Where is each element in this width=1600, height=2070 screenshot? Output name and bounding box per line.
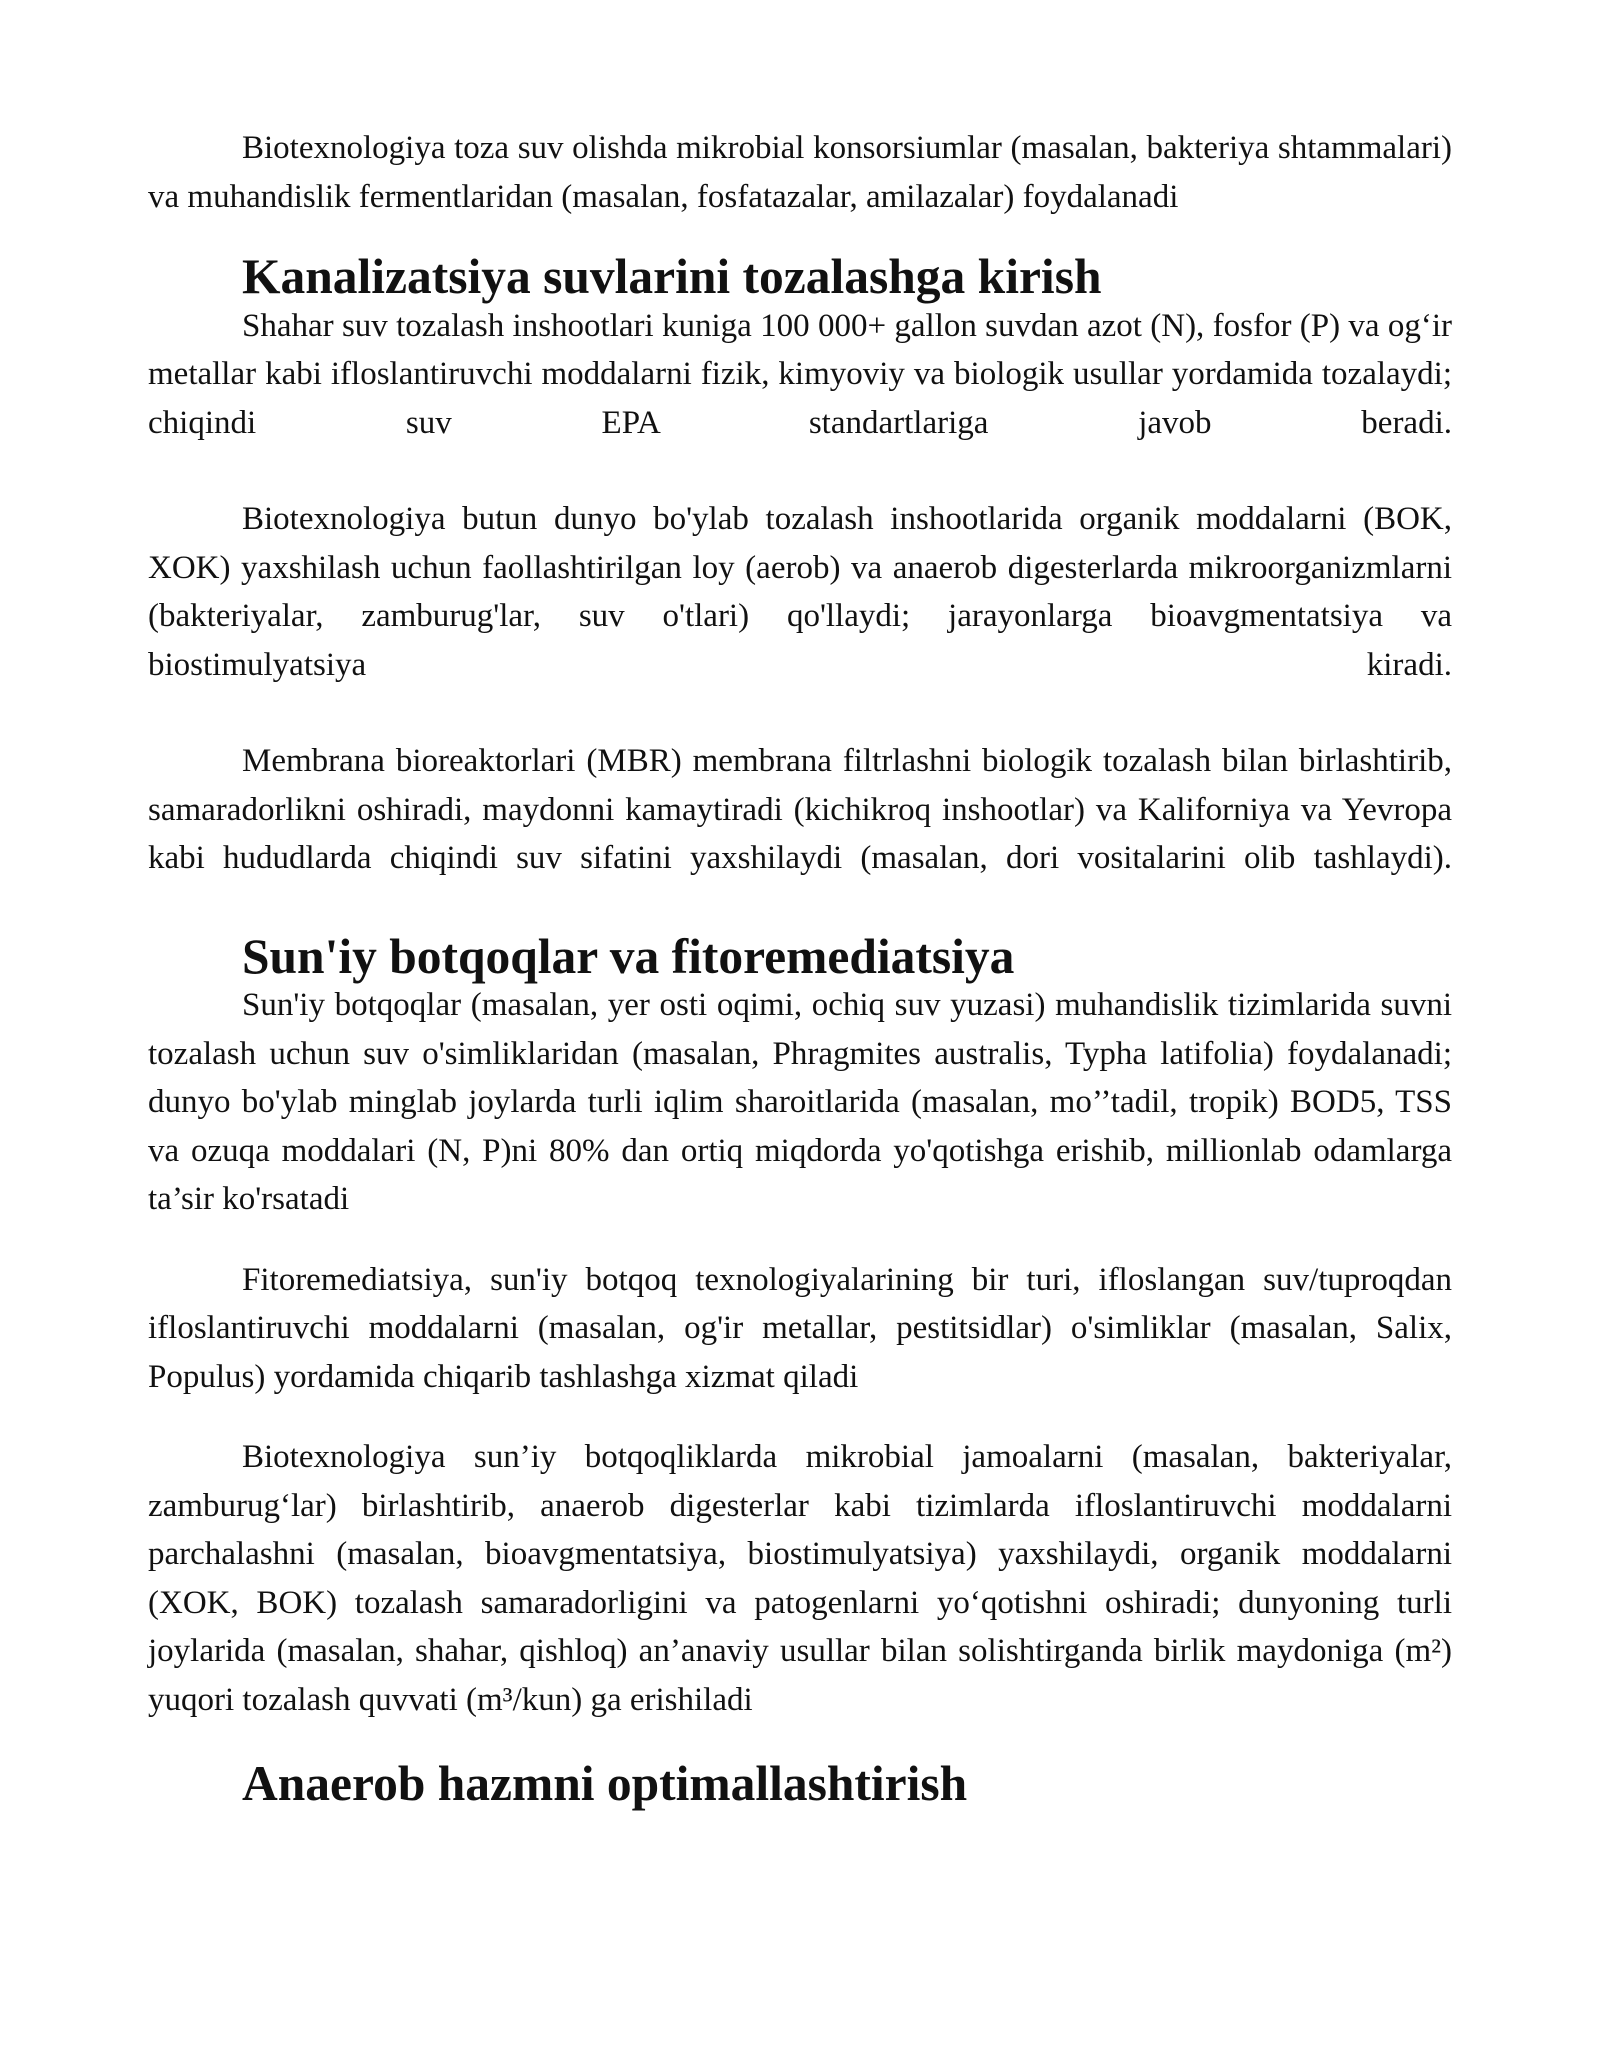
spacer — [148, 1724, 1452, 1760]
heading-wastewater-intro: Kanalizatsiya suvlarini tozalashga kirish — [242, 249, 1102, 304]
spacer — [148, 883, 1452, 933]
spacer — [148, 447, 1452, 495]
paragraph-constructed-wetlands: Sun'iy botqoqlar (masalan, yer osti oqimi, ochiq suv yuzasi) muhandislik tizimlarida suvni tozalash uchun suv o'simliklaridan (masalan, Phragmites australis, Typha latifolia) foydalanadi; dunyo bo'ylab minglab joylarda turli iqlim sharoitlarida (masalan, mo’’tadil, tropik) BOD5, TSS va ozuqa moddalari (N, P)ni 80% dan ortiq miqdorda yo'qotishga erishib, millionlab odamlarga ta’sir ko'rsatadi — [148, 987, 1452, 1217]
paragraph-municipal-treatment: Shahar suv tozalash inshootlari kuniga 100 000+ gallon suvdan azot (N), fosfor (P) va og‘ir metallar kabi ifloslantiruvchi moddalarni fizik, kimyoviy va biologik usullar yordamida tozalaydi; chiqindi suv EPA standartlariga javob beradi. — [148, 307, 1452, 441]
paragraph-phytoremediation: Fitoremediatsiya, sun'iy botqoq texnologiyalarining bir turi, ifloslangan suv/tuproqdan ifloslantiruvchi moddalarni (masalan, og'ir metallar, pestitsidlar) o'simliklar (masalan, Salix, Populus) yordamida chiqarib tashlashga xizmat qiladi — [148, 1261, 1452, 1395]
paragraph-intro: Biotexnologiya toza suv olishda mikrobial konsorsiumlar (masalan, bakteriya shtammalari) va muhandislik fermentlaridan (masalan, fosfatazalar, amilazalar) foydalanadi — [148, 130, 1452, 215]
heading-anaerobic-digestion: Anaerob hazmni optimallashtirish — [242, 1756, 968, 1811]
heading-constructed-wetlands: Sun'iy botqoqlar va fitoremediatsiya — [242, 928, 1015, 984]
paragraph-biotech-microorganisms: Biotexnologiya butun dunyo bo'ylab tozalash inshootlarida organik moddalarni (BOK, XOK) yaxshilash uchun faollashtirilgan loy (aerob) va anaerob digesterlarda mikroorganizmlarni (bakteriyalar, zamburug'lar, suv o'tlari) qo'llaydi; jarayonlarga bioavgmentatsiya va biostimulyatsiya kiradi. — [148, 501, 1452, 683]
spacer — [148, 1224, 1452, 1256]
document-page — [148, 124, 1452, 1809]
paragraph-biotech-wetlands: Biotexnologiya sun’iy botqoqliklarda mikrobial jamoalarni (masalan, bakteriyalar, zamburug‘lar) birlashtirib, anaerob digesterlar kabi tizimlarda ifloslantiruvchi moddalarni parchalashni (masalan, bioavgmentatsiya, biostimulyatsiya) yaxshilaydi, organik moddalarni (XOK, BOK) tozalash samaradorligini va patogenlarni yo‘qotishni oshiradi; dunyoning turli joylarida (masalan, shahar, qishloq) an’anaviy usullar bilan solishtirganda birlik maydoniga (m²) yuqori tozalash quvvati (m³/kun) ga erishiladi — [148, 1439, 1452, 1718]
spacer — [148, 1401, 1452, 1433]
paragraph-membrane-bioreactors: Membrana bioreaktorlari (MBR) membrana filtrlashni biologik tozalash bilan birlashtirib, samaradorlikni oshiradi, maydonni kamaytiradi (kichikroq inshootlar) va Kaliforniya va Yevropa kabi hududlarda chiqindi suv sifatini yaxshilaydi (masalan, dori vositalarini olib tashlaydi). — [148, 743, 1452, 876]
spacer — [148, 689, 1452, 737]
